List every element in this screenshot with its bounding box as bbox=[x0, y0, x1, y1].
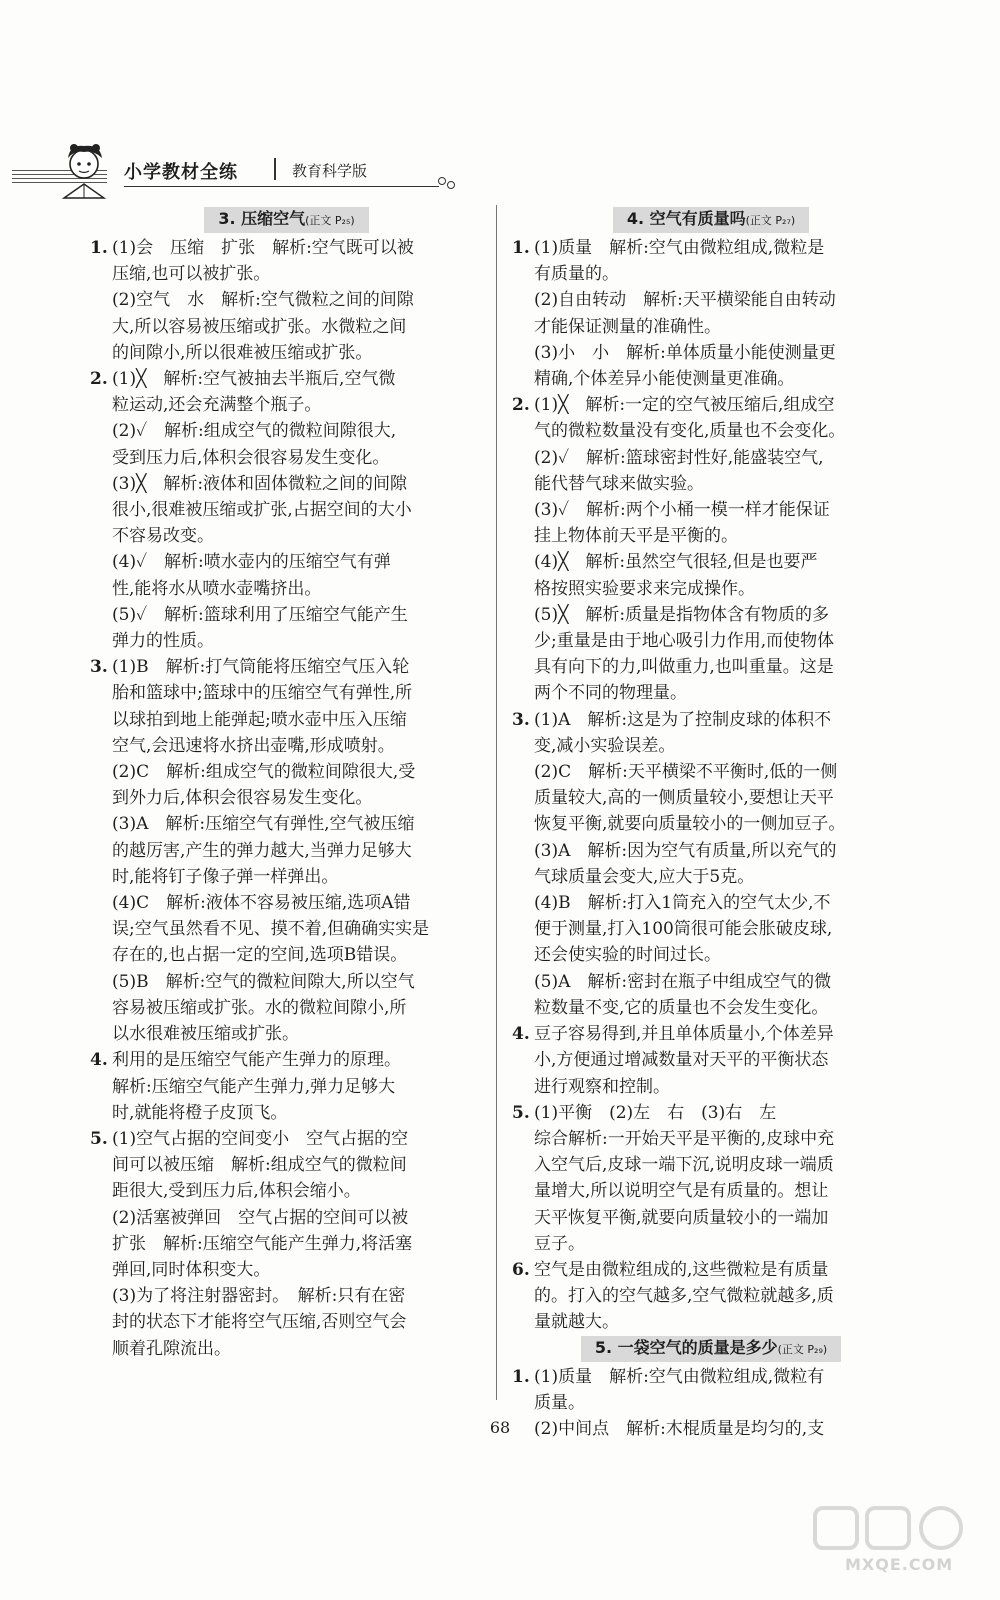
column-divider bbox=[496, 205, 497, 1400]
section-title: 3. 压缩空气(正文 P₂₅) bbox=[204, 207, 368, 233]
brand-title: 小学教材全练 bbox=[124, 162, 238, 183]
section-title: 5. 一袋空气的质量是多少(正文 P₂₉) bbox=[581, 1336, 841, 1362]
right-column bbox=[512, 207, 910, 1442]
watermark bbox=[805, 1500, 975, 1580]
section-3 bbox=[90, 207, 483, 1362]
header-underline bbox=[124, 186, 439, 187]
answer-item: 2. (1)╳ 解析:一定的空气被压缩后,组成空 气的微粒数量没有变化,质量也不会变化。 (2)✓ 解析:篮球密封性好,能盛装空气, 能代替气球来做实验。 (3)✓ 解析:两个小桶一模一样才能保证 挂上物体前天平是平衡的。 (4)╳ 解析:虽然空气很轻,但是也要严 格按照实验要求来完成操作。 (5)╳ 解析:质量是指物体含有物质的多 少;重量是由于地心吸引力作用,而使物体 具有向下的力,叫做重力,也叫重量。这是 两个不同的物理量。 bbox=[512, 395, 846, 704]
answer-item: 3. (1)A 解析:这是为了控制皮球的体积不 变,减小实验误差。 (2)C 解析:天平横梁不平衡时,低的一侧 质量较大,高的一侧质量较小,要想让天平 恢复平衡,就要向质量较小的一侧加豆子。 (3)A 解析:因为空气有质量,所以充气的 气球质量会变大,应大于5克。 (4)B 解析:打入1筒充入的空气太少,不 便于测量,打入100筒很可能会胀破皮球, 还会使实验的时间过长。 (5)A 解析:密封在瓶子中组成空气的微 粒数量不变,它的质量也不会发生变化。 bbox=[512, 709, 846, 1018]
answer-item: 3. (1)B 解析:打气筒能将压缩空气压入轮 胎和篮球中;篮球中的压缩空气有弹性,所 以球拍到地上能弹起;喷水壶中压入压缩 空气,会迅速将水挤出壶嘴,形成喷射。 (2)C 解析:组成空气的微粒间隙很大,受 到外力后,体积会很容易发生变化。 (3)A 解析:压缩空气有弹性,空气被压缩 的越厉害,产生的弹力越大,当弹力足够大 时,能将钉子像子弹一样弹出。 (4)C 解析:液体不容易被压缩,选项A错 误;空气虽然看不见、摸不着,但确确实实是 存在的,也占据一定的空间,选项B错误。 (5)B 解析:空气的微粒间隙大,所以空气 容易被压缩或扩张。水的微粒间隙小,所 以水很难被压缩或扩张。 bbox=[90, 657, 430, 1045]
watermark-logo-icon bbox=[805, 1500, 975, 1555]
answer-item: 4. 豆子容易得到,并且单体质量小,个体差异 小,方便通过增减数量对天平的平衡状态 进行观察和控制。 bbox=[512, 1024, 834, 1097]
mascot-icon bbox=[50, 140, 120, 200]
watermark-text: MXQE.COM bbox=[845, 1555, 954, 1574]
edition-label: 教育科学版 bbox=[292, 162, 368, 180]
page-header bbox=[12, 140, 452, 200]
left-column bbox=[90, 207, 483, 1362]
answer-item: 4. 利用的是压缩空气能产生弹力的原理。 解析:压缩空气能产生弹力,弹力足够大 时,就能将橙子皮顶飞。 bbox=[90, 1050, 401, 1123]
answer-item: 1. (1)质量 解析:空气由微粒组成,微粒有 质量。 (2)中间点 解析:木棍质量是均匀的,支 bbox=[512, 1366, 825, 1439]
decor-rings-icon bbox=[437, 176, 457, 190]
answer-item: 6. 空气是由微粒组成的,这些微粒是有质量 的。打入的空气越多,空气微粒就越多,质 量就越大。 bbox=[512, 1259, 834, 1333]
answer-item: 5. (1)平衡 (2)左 右 (3)右 左 综合解析:一开始天平是平衡的,皮球中充 入空气后,皮球一端下沉,说明皮球一端质 量增大,所以说明空气是有质量的。想让 天平恢复平衡,就要向质量较小的一端加 豆子。 bbox=[512, 1102, 835, 1254]
page-number: 68 bbox=[489, 1418, 511, 1437]
answer-item: 1. (1)会 压缩 扩张 解析:空气既可以被 压缩,也可以被扩张。 (2)空气 水 解析:空气微粒之间的间隙 大,所以容易被压缩或扩张。水微粒之间 的间隙小,所以很难被压缩或扩张。 bbox=[90, 238, 414, 363]
answer-item: 2. (1)╳ 解析:空气被抽去半瓶后,空气微 粒运动,还会充满整个瓶子。 (2)✓ 解析:组成空气的微粒间隙很大, 受到压力后,体积会很容易发生变化。 (3)╳ 解析:液体和固体微粒之间的间隙 很小,很难被压缩或扩张,占据空间的大小 不容易改变。 (4)✓ 解析:喷水壶内的压缩空气有弹 性,能将水从喷水壶嘴挤出。 (5)✓ 解析:篮球利用了压缩空气能产生 弹力的性质。 bbox=[90, 369, 412, 652]
section-title: 4. 空气有质量吗(正文 P₂₇) bbox=[613, 207, 809, 233]
header-separator bbox=[274, 158, 276, 180]
answer-item: 1. (1)质量 解析:空气由微粒组成,微粒是 有质量的。 (2)自由转动 解析:天平横梁能自由转动 才能保证测量的准确性。 (3)小 小 解析:单体质量小能使测量更 精确,个体差异小能使测量更准确。 bbox=[512, 238, 836, 390]
section-4 bbox=[512, 207, 910, 1336]
answer-item: 5. (1)空气占据的空间变小 空气占据的空 间可以被压缩 解析:组成空气的微粒间 距很大,受到压力后,体积会缩小。 (2)活塞被弹回 空气占据的空间可以被 扩张 解析:压缩空气能产生弹力,将活塞 弹回,同时体积变大。 (3)为了将注射器密封。 解析:只有在密 封的状态下才能将空气压缩,否则空气会 顺着孔隙流出。 bbox=[90, 1128, 413, 1359]
